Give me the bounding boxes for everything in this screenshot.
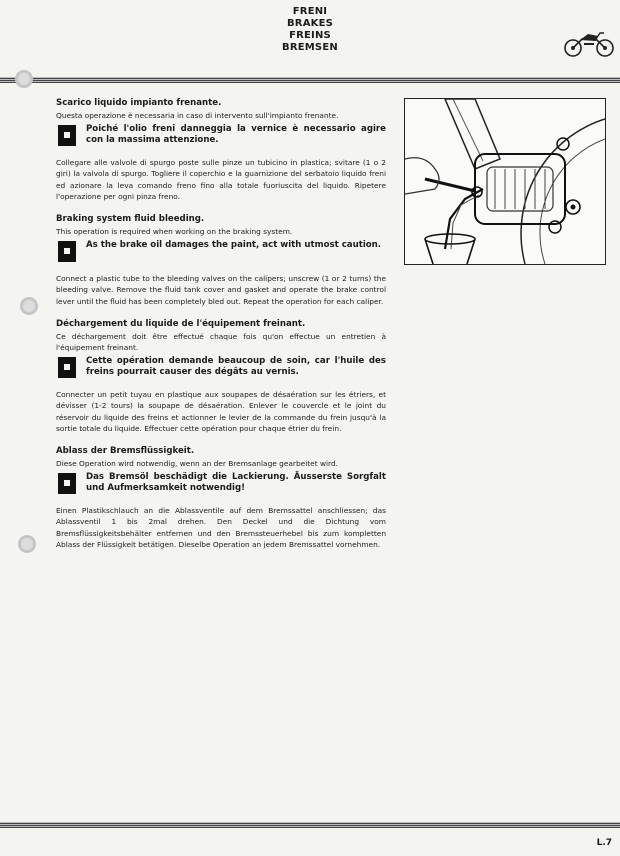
section-title: Scarico liquido impianto frenante. bbox=[56, 98, 222, 108]
warning-square-icon bbox=[58, 241, 76, 262]
warning-square-icon bbox=[58, 125, 76, 146]
header-line-fr: FREINS bbox=[289, 30, 331, 41]
warning-text: Das Bremsöl beschädigt die Lackierung. Äusserste Sorgfalt und Aufmerksamkeit notwendig! bbox=[86, 472, 386, 494]
brake-caliper-bleeding-illustration bbox=[404, 98, 606, 265]
section-intro: Ce déchargement doit être effectué chaque fois qu'on effectue un entretien à l'équipement freinant. bbox=[56, 331, 386, 353]
section-italian bbox=[56, 98, 386, 202]
header-line-de: BREMSEN bbox=[282, 42, 338, 53]
section-intro: Diese Operation wird notwendig, wenn an der Bremsanlage gearbeitet wird. bbox=[56, 459, 338, 469]
warning-block bbox=[56, 124, 386, 154]
section-french bbox=[56, 319, 386, 434]
warning-text: Poiché l'olio freni danneggia la vernice è necessario agire con la massima attenzione. bbox=[86, 124, 386, 146]
section-title: Braking system fluid bleeding. bbox=[56, 214, 205, 225]
warning-text: Cette opération demande beaucoup de soin, car l'huile des freins pourrait causer des dégâts au vernis. bbox=[86, 356, 386, 378]
section-german bbox=[56, 446, 386, 550]
section-title: Déchargement du liquide de l'équipement freinant. bbox=[56, 318, 306, 329]
content-column bbox=[56, 98, 386, 562]
warning-text: As the brake oil damages the paint, act with utmost caution. bbox=[86, 240, 382, 251]
page-header bbox=[0, 6, 620, 54]
punch-hole bbox=[15, 70, 33, 88]
top-rule bbox=[0, 77, 620, 83]
warning-block bbox=[56, 240, 386, 270]
header-line-it: FRENI bbox=[292, 6, 328, 17]
section-intro: This operation is required when working on the braking system. bbox=[56, 227, 293, 237]
warning-block bbox=[56, 356, 386, 386]
warning-square-icon bbox=[58, 357, 76, 378]
section-title: Ablass der Bremsflüssigkeit. bbox=[56, 446, 195, 457]
section-body: Collegare alle valvole di spurgo poste sulle pinze un tubicino in plastica; svitare (1 o 2 giri) la valvola di spurgo. Togliere il coperchio e la guarnizione del serbatoio liquido freni ed azionare la leva comando freno fino alla totale fuoriuscita del liquido. Ripetere l'operazione per ogni pinza freno. bbox=[56, 158, 386, 201]
section-intro: Questa operazione è necessaria in caso di intervento sull'impianto frenante. bbox=[56, 111, 339, 120]
punch-hole bbox=[20, 297, 38, 315]
motorcycle-icon bbox=[562, 30, 616, 58]
warning-block bbox=[56, 472, 386, 502]
section-body: Connect a plastic tube to the bleeding valves on the calipers; unscrew (1 or 2 turns) the bleeding valve. Remove the fluid tank cover and gasket and operate the brake control lever until the fluid has been completely bled out. Repeat the operation for each caliper. bbox=[56, 274, 386, 306]
section-body: Einen Plastikschlauch an die Ablassventile auf dem Bremssattel anschliessen; das Ablassventil 1 bis 2mal drehen. Den Deckel und die Dichtung vom Bremsflüssigkeitsbehälter entfernen und den Bremssteuerhebel bis zum kompletten Ablass der Flüssigkeit betätigen. Dieselbe Operation an jedem Bremssattel vornehmen. bbox=[56, 506, 386, 549]
bottom-rule bbox=[0, 822, 620, 828]
warning-square-icon bbox=[58, 473, 76, 494]
section-english bbox=[56, 214, 386, 307]
punch-hole bbox=[18, 535, 36, 553]
section-body: Connecter un petit tuyau en plastique aux soupapes de désaération sur les étriers, et dévisser (1-2 tours) la soupape de désaération. Enlever le couvercle et le joint du réservoir du liquide des freins et actionner le levier de la commande du frein jusqu'à la sortie totale du liquide. Effectuer cette opération pour chaque étrier du frein. bbox=[56, 390, 386, 433]
page-number: L.7 bbox=[596, 838, 612, 848]
header-line-en: BRAKES bbox=[286, 18, 334, 29]
